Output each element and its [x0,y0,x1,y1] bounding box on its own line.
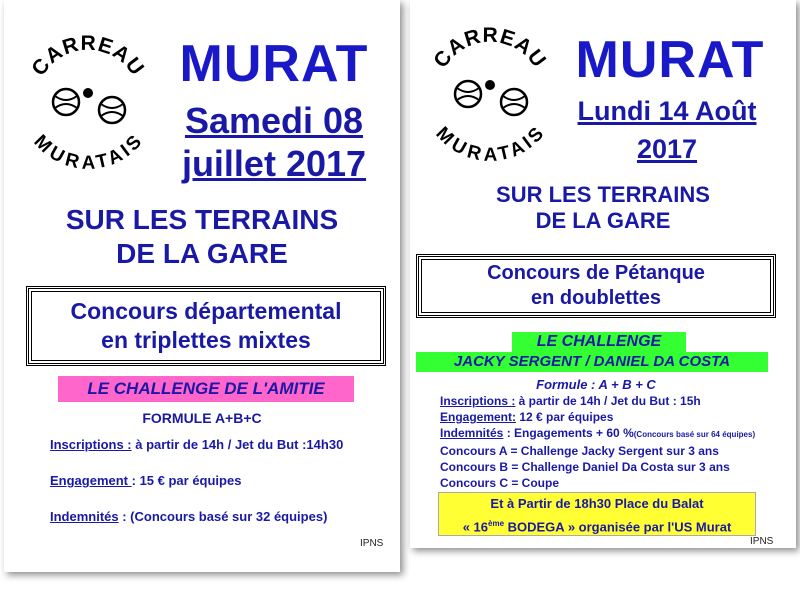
venue-line-1: SUR LES TERRAINS [65,204,339,235]
contest-line-1: Concours de Pétanque [487,262,705,284]
ipns-mark: IPNS [360,538,384,549]
bodega-line-2 [439,514,755,537]
ipns-mark: IPNS [750,536,774,547]
concours-b-line: Concours B = Challenge Daniel Da Costa sur 3 ans [440,460,730,474]
indemnites-value: : (Concours basé sur 32 équipes) [118,509,328,524]
carreau-muratais-logo [420,22,560,162]
svg-text:MURATAIS [432,123,549,162]
venue-line-1: SUR LES TERRAINS [496,182,710,207]
indemnites-note: (Concours basé sur 64 équipes) [633,430,756,439]
date-line-1: Lundi 14 Août [577,96,757,126]
formula: Formule : A + B + C [536,377,656,392]
challenge-banner-names: JACKY SERGENT / DANIEL DA COSTA [416,352,768,372]
town-title: MURAT [575,31,765,89]
venue [4,203,400,270]
inscriptions-label: Inscriptions : [50,437,132,452]
logo-bottom-text: MURATAIS [431,122,549,162]
engagement-line [50,473,241,488]
challenge-banner-title: LE CHALLENGE [512,332,686,352]
bodega-prefix: « 16 [462,519,488,535]
inscriptions-line [50,437,343,452]
venue-line-2: DE LA GARE [116,237,288,269]
concours-c-line: Concours C = Coupe [440,476,560,490]
date-line-2: 2017 [636,134,698,164]
contest-line-2: en triplettes mixtes [101,327,311,353]
poster-left [4,0,400,572]
inscriptions-value: à partir de 14h / Jet du But :14h30 [131,437,344,452]
bodega-suffix: BODEGA » organisée par l'US Murat [504,519,732,535]
rules-block [440,393,755,491]
engagement-value: 12 € par équipes [516,410,614,424]
carreau-muratais-logo [18,30,158,170]
indemnites-value: : Engagements + 60 % [503,426,634,440]
poster-right [410,0,796,548]
date-line-2: juillet 2017 [181,143,367,184]
date-line-1: Samedi 08 [184,100,364,141]
engagement-value: : 15 € par équipes [131,473,242,488]
boule-icon [501,89,527,115]
inscriptions-line [440,393,755,409]
challenge-banner: LE CHALLENGE DE L'AMITIE [58,376,354,402]
inscriptions-label: Inscriptions : [440,394,516,408]
svg-text:CARREAU [429,24,550,72]
bodega-box [438,492,756,536]
indemnites-line [440,425,755,443]
logo-top-text: CARREAU [429,23,551,73]
engagement-line [440,409,755,425]
bodega-superscript: ème [488,519,505,528]
logo-top-text: CARREAU [27,31,149,81]
svg-text:CARREAU [27,32,148,80]
cochonnet-icon [485,80,495,90]
boule-icon [455,81,481,107]
engagement-label: Engagement: [440,410,517,424]
formula: FORMULE A+B+C [142,410,262,426]
engagement-label: Engagement [50,473,132,488]
inscriptions-value: à partir de 14h / Jet du But : 15h [515,394,701,408]
venue-line-2: DE LA GARE [535,208,671,234]
contest-box [416,254,776,318]
town-title: MURAT [179,35,369,93]
venue [410,182,796,235]
indemnites-line [50,509,327,524]
indemnites-label: Indemnités [50,509,119,524]
contest-line-2: en doublettes [530,287,661,309]
contest-box [26,286,386,366]
svg-text:MURATAIS [30,131,147,170]
concours-a-line: Concours A = Challenge Jacky Sergent sur 3 ans [440,444,719,458]
boule-icon [53,89,79,115]
cochonnet-icon [83,88,93,98]
logo-bottom-text: MURATAIS [29,130,147,170]
bodega-line-1: Et à Partir de 18h30 Place du Balat [490,496,704,511]
boule-icon [99,97,125,123]
contest-line-1: Concours départemental [70,298,342,325]
indemnites-label: Indemnités [440,426,504,440]
